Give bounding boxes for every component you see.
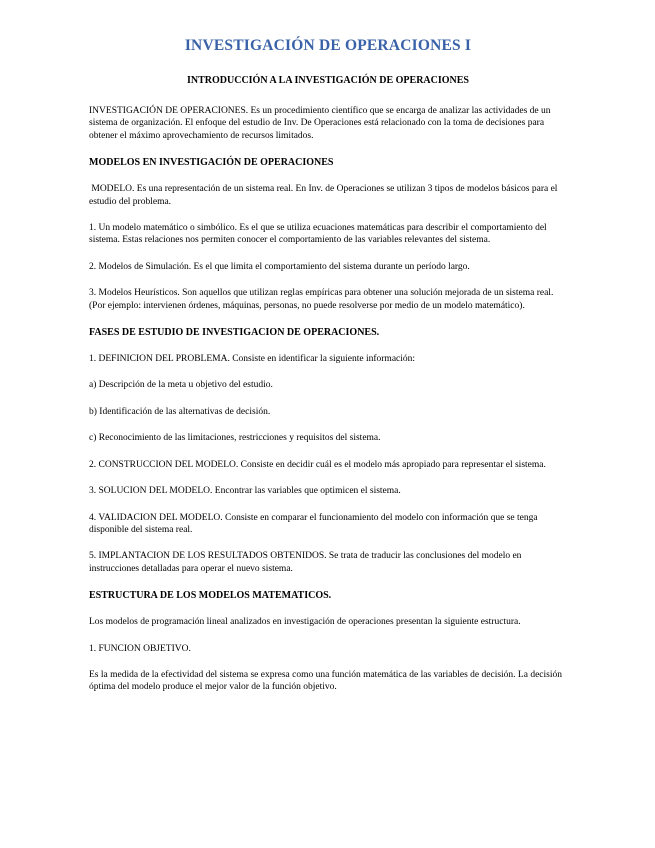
document-subtitle: INTRODUCCIÓN A LA INVESTIGACIÓN DE OPERACIONES (187, 75, 469, 86)
phases-heading: FASES DE ESTUDIO DE INVESTIGACION DE OPERACIONES. (89, 327, 380, 339)
intro-paragraph: INVESTIGACIÓN DE OPERACIONES. Es un procedimiento científico que se encarga de analizar las actividades de un sistema de organización. El enfoque del estudio de Inv. De Operaciones está relacionado con la toma de decisiones para obtener el máximo aprovechamiento de recursos limitados. (89, 106, 551, 141)
phase-subitem-a: a) Descripción de la meta u objetivo del estudio. (89, 380, 273, 391)
model-definition: MODELO. Es una representación de un sistema real. En Inv. de Operaciones se utilizan 3 tipos de modelos básicos para el estudio del problema. (89, 184, 560, 207)
model-type-heuristic: 3. Modelos Heurísticos. Son aquellos que utilizan reglas empíricas para obtener una solución mejorada de un sistema real. (Por ejemplo: intervienen órdenes, máquinas, personas, no puede resolverse por medio de un modelo matemático). (89, 288, 554, 311)
phase-subitem-c: c) Reconocimiento de las limitaciones, restricciones y requisitos del sistema. (89, 433, 381, 444)
structure-heading: ESTRUCTURA DE LOS MODELOS MATEMATICOS. (89, 590, 332, 602)
structure-intro: Los modelos de programación lineal analizados en investigación de operaciones presentan la siguiente estructura. (89, 617, 521, 628)
phase-problem-definition: 1. DEFINICION DEL PROBLEMA. Consiste en identificar la siguiente información: (89, 354, 416, 365)
phase-model-solution: 3. SOLUCION DEL MODELO. Encontrar las variables que optimicen el sistema. (89, 486, 401, 497)
model-type-simulation: 2. Modelos de Simulación. Es el que limita el comportamiento del sistema durante un período largo. (89, 261, 470, 272)
model-type-mathematical: 1. Un modelo matemático o simbólico. Es el que se utiliza ecuaciones matemáticas para describir el comportamiento del sistema. Estas relaciones nos permiten conocer el comportamiento de las variables relevantes del sistema. (89, 223, 547, 246)
phase-model-validation: 4. VALIDACION DEL MODELO. Consiste en comparar el funcionamiento del modelo con información que se tenga disponible del sistema real. (89, 512, 538, 535)
phase-model-construction: 2. CONSTRUCCION DEL MODELO. Consiste en decidir cuál es el modelo más apropiado para representar el sistema. (89, 459, 546, 470)
phase-results-implementation: 5. IMPLANTACION DE LOS RESULTADOS OBTENIDOS. Se trata de traducir las conclusiones del modelo en instrucciones detalladas para operar el nuevo sistema. (89, 551, 522, 574)
objective-function-label: 1. FUNCION OBJETIVO. (89, 643, 191, 654)
objective-function-text: Es la medida de la efectividad del sistema se expresa como una función matemática de las variables de decisión. La decisión óptima del modelo produce el mejor valor de la función objetivo. (89, 669, 562, 693)
models-heading: MODELOS EN INVESTIGACIÓN DE OPERACIONES (89, 157, 334, 169)
phase-subitem-b: b) Identificación de las alternativas de decisión. (89, 406, 271, 417)
document-title: INVESTIGACIÓN DE OPERACIONES I (184, 37, 472, 54)
